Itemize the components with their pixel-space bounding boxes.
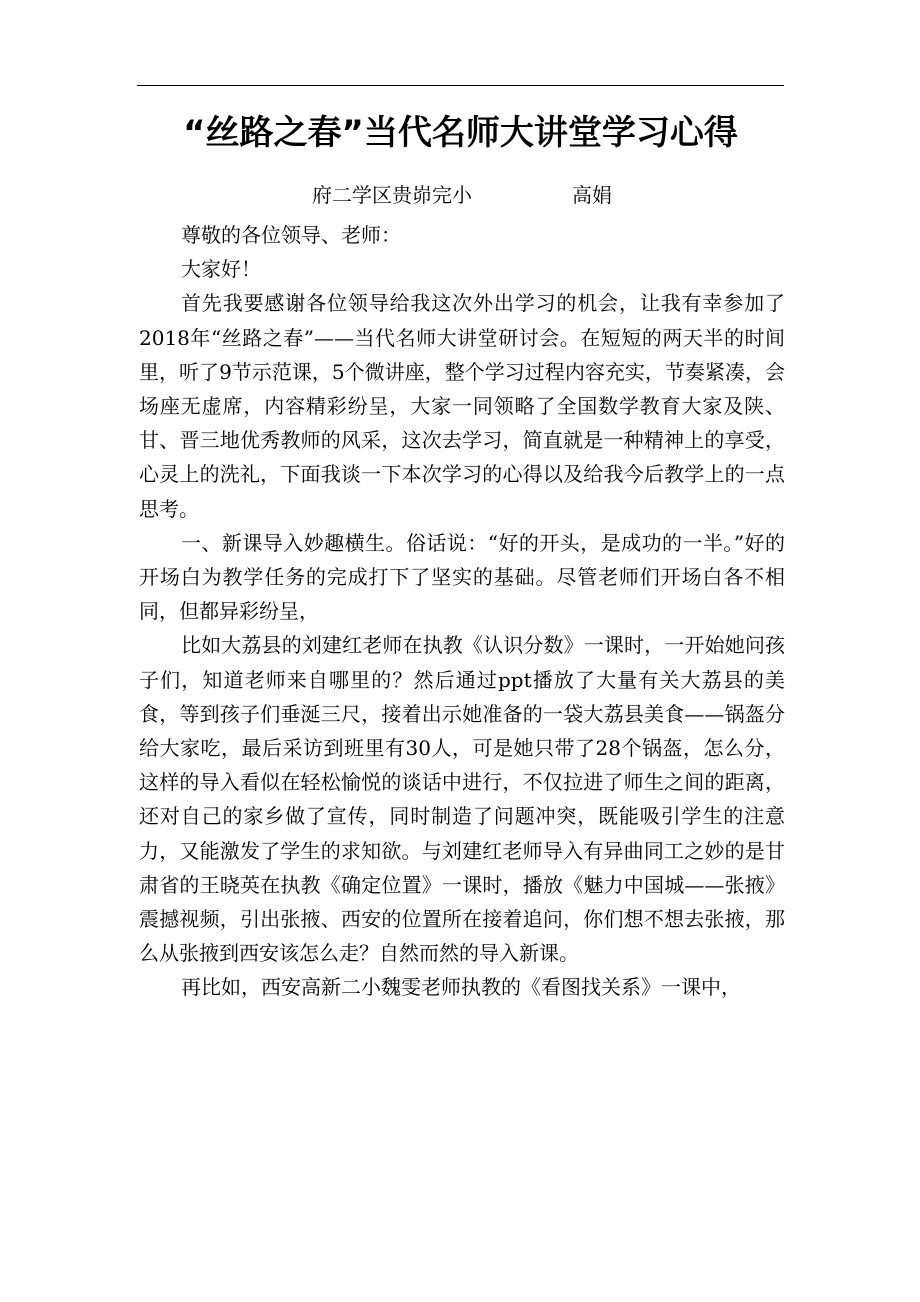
paragraph-intro: 首先我要感谢各位领导给我这次外出学习的机会，让我有幸参加了2018年“丝路之春”——当代名师大讲堂研讨会。在短短的两天半的时间里，听了9节示范课，5个微讲座，整个学习过程内容充实，节奏紧凑，会场座无虚席，内容精彩纷呈，大家一同领略了全国数学教育大家及陕、甘、晋三地优秀教师的风采，这次去学习，简直就是一种精神上的享受，心灵上的洗礼，下面我谈一下本次学习的心得以及给我今后教学上的一点思考。 [139,291,785,521]
salutation: 尊敬的各位领导、老师： [181,223,401,247]
paragraph-example-two: 再比如，西安高新二小魏雯老师执教的《看图找关系》一课中， [181,975,741,1000]
document-body [139,218,785,1005]
paragraph-section-one: 一、新课导入妙趣横生。俗话说：“好的开头，是成功的一半。”好的开场白为教学任务的完成打下了坚实的基础。尽管老师们开场白各不相同，但都异彩纷呈， [139,530,785,624]
author-school: 府二学区贵峁完小 [312,183,472,207]
author-name: 高娟 [572,183,612,207]
greeting: 大家好！ [181,257,261,282]
paragraph-example-one: 比如大荔县的刘建红老师在执教《认识分数》一课时，一开始她问孩子们，知道老师来自哪里的？然后通过ppt播放了大量有关大荔县的美食，等到孩子们垂涎三尺，接着出示她准备的一袋大荔县美食——锅盔分给大家吃，最后采访到班里有30人，可是她只带了28个锅盔，怎么分，这样的导入看似在轻松愉悦的谈话中进行，不仅拉进了师生之间的距离，还对自己的家乡做了宣传，同时制造了问题冲突，既能吸引学生的注意力，又能激发了学生的求知欲。与刘建红老师导入有异曲同工之妙的是甘肃省的王晓英在执教《确定位置》一课时，播放《魅力中国城——张掖》震撼视频，引出张掖、西安的位置所在接着追问，你们想不想去张掖，那么从张掖到西安该怎么走？自然而然的导入新课。 [139,633,785,966]
document-title: “丝路之春”当代名师大讲堂学习心得 [183,113,738,153]
header-rule [137,85,784,86]
